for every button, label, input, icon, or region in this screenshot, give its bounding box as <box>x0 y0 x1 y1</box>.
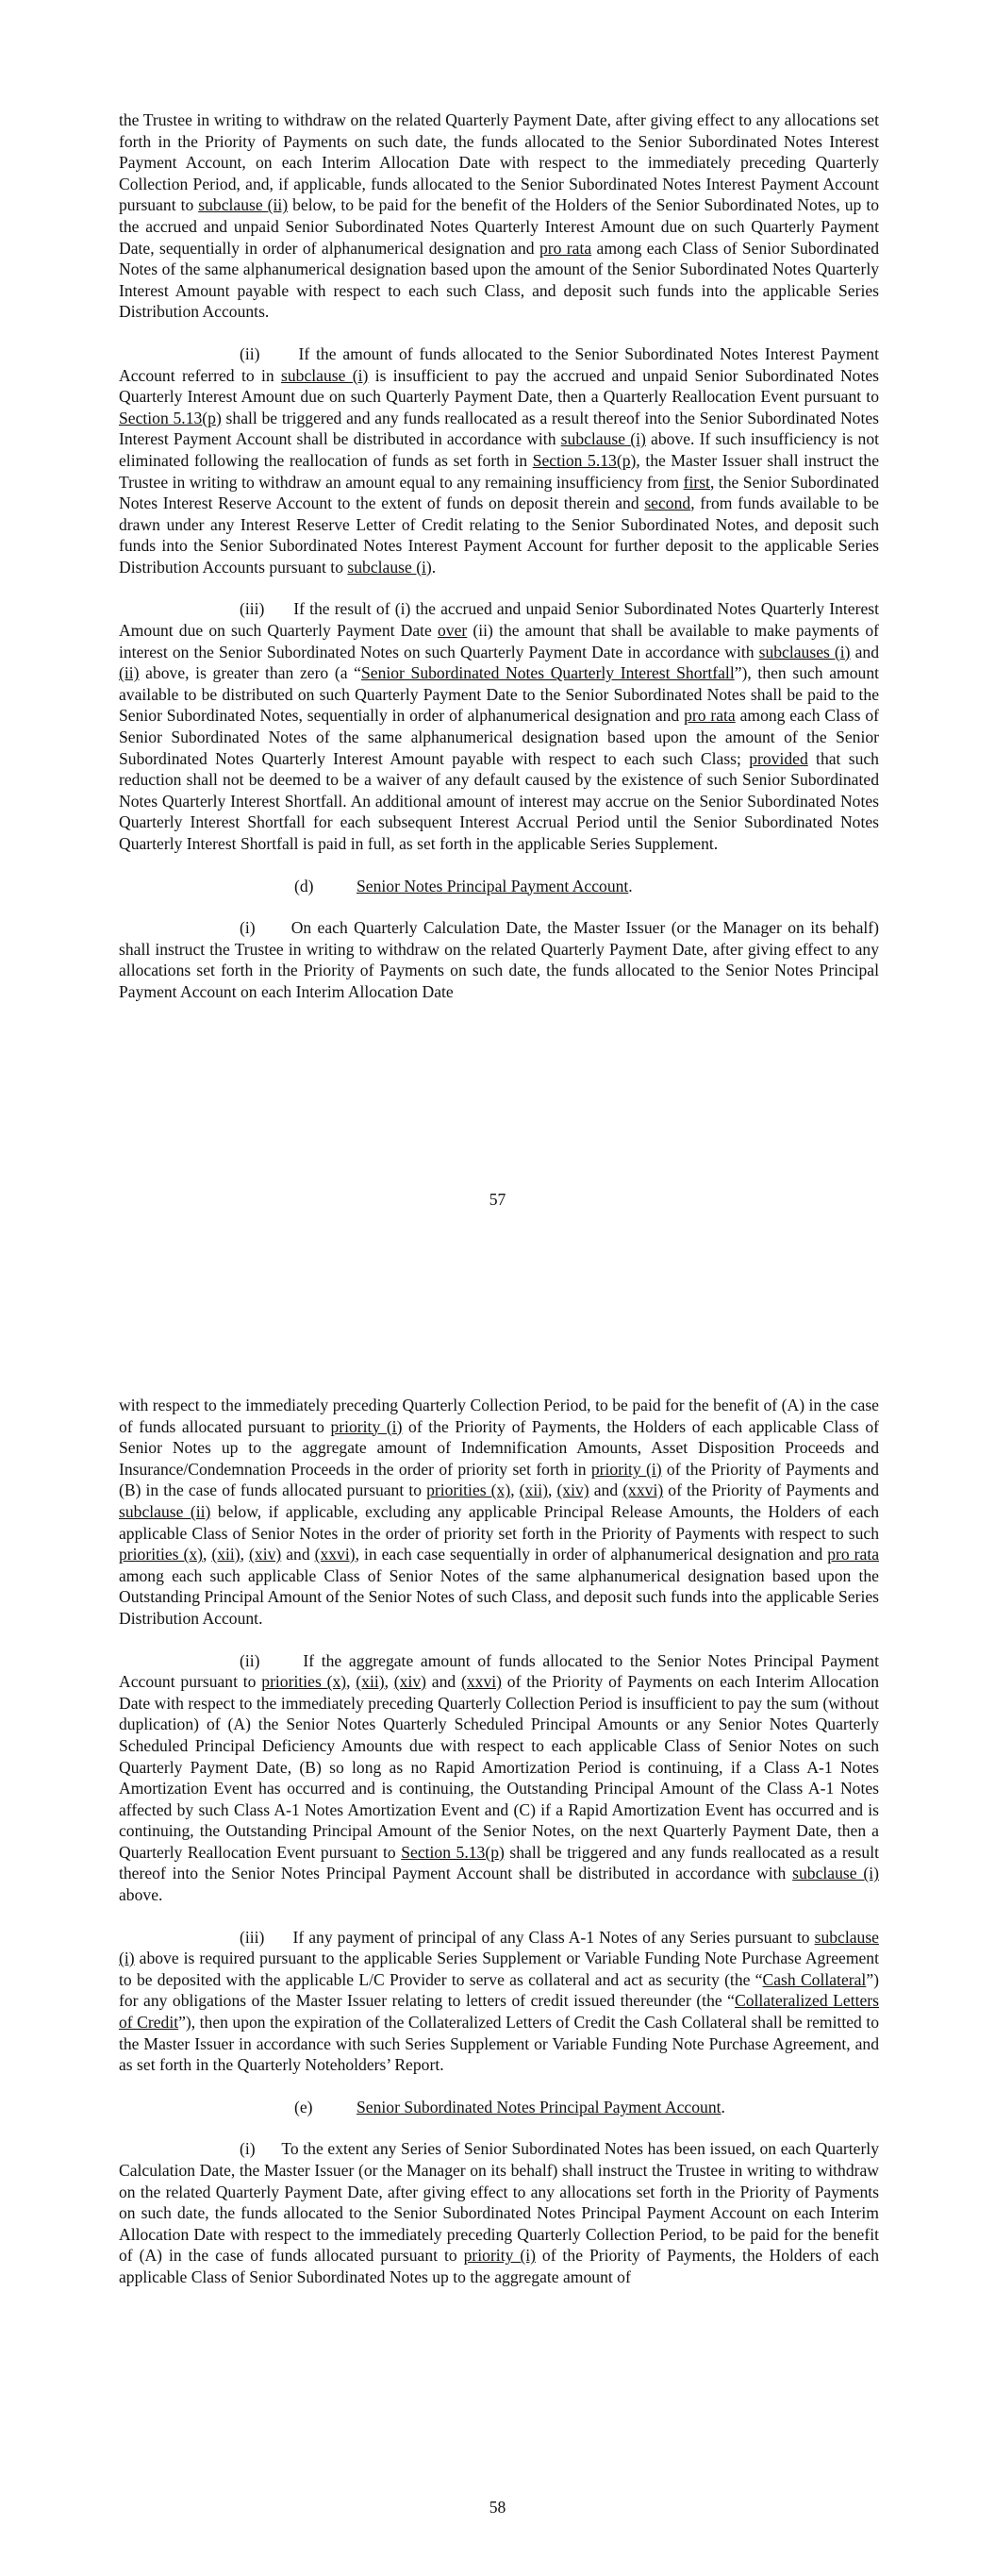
text-run: of the Priority of Payments and (B) in the case of funds allocated pursuant to <box>119 1459 879 1500</box>
underlined-reference: (xiv) <box>249 1545 282 1564</box>
text-run: (e) <box>294 2097 313 2116</box>
underlined-reference: priority (i) <box>330 1416 403 1436</box>
underlined-reference: Section 5.13(p) <box>532 450 637 470</box>
text-run: (i) On each Quarterly Calculation Date, the Master Issuer (or the Manager on its behalf) shall instruct the Trustee in writing to withdraw on the related Quarterly Payment Date, after giving effect to any allocations set forth in the Priority of Payments on such date, the funds allocated to the Senior Notes Principal Payment Account on each Interim Allocation Date <box>119 918 879 1001</box>
term-pro-rata: pro rata <box>539 238 592 258</box>
text-run: , the Master Issuer shall instruct the Trustee in writing to withdraw an amount equal to any remaining insufficiency from <box>119 450 880 492</box>
paragraph-intro <box>119 109 879 323</box>
paragraph-iii <box>119 1927 879 2076</box>
text-run: (i) To the extent any Series of Senior Subordinated Notes has been issued, on each Quarterly Calculation Date, the Master Issuer (or the Manager on its behalf) shall instruct the Trustee in writing to withdraw on the related Quarterly Payment Date, after giving effect to any allocations set forth in the Priority of Payments on such date, the funds allocated to the Senior Subordinated Notes Principal Payment Account on each Interim Allocation Date with respect to the immediately preceding Quarterly Collection Period, to be paid for the benefit of (A) in the case of funds allocated pursuant to <box>119 2139 879 2266</box>
section-heading-e <box>119 2097 879 2118</box>
underlined-reference: (xxvi) <box>314 1545 356 1564</box>
underlined-reference: second <box>644 493 691 513</box>
underlined-reference: priorities (x) <box>261 1672 347 1692</box>
paragraph-e-i <box>119 2138 879 2287</box>
text-run: ”), then such amount available to be distributed on such Quarterly Payment Date to the Senior Subordinated Notes shall be paid to the Senior Subordinated Notes, sequentially in order of alphanumerical designation and <box>119 663 880 726</box>
text-run: above, is greater than zero (a “ <box>139 663 361 683</box>
underlined-reference: subclause (ii) <box>119 1501 211 1521</box>
underlined-reference: (xii) <box>519 1480 548 1500</box>
underlined-reference: (xxvi) <box>461 1672 502 1692</box>
underlined-reference: subclause (i) <box>119 1927 879 1968</box>
text-run: and <box>850 642 879 661</box>
text-run: . <box>628 876 633 895</box>
text-run: ”), then upon the expiration of the Collateralized Letters of Credit the Cash Collateral shall be remitted to the Master Issuer in accordance with such Series Supplement or Variable Funding Note Purchase Agreement, and as set forth in the Quarterly Noteholders’ Report. <box>119 2013 879 2075</box>
underlined-reference: (xiv) <box>556 1480 589 1500</box>
text-run: the Trustee in writing to withdraw on the related Quarterly Payment Date, after giving effect to any allocations set forth in the Priority of Payments on such date, the funds allocated to the Senior Subordinated Notes Interest Payment Account, on each Interim Allocation Date with respect to the immediately preceding Quarterly Collection Period, and, if applicable, funds allocated to the Senior Subordinated Notes Interest Payment Account pursuant to <box>119 110 879 215</box>
underlined-reference: subclause (i) <box>560 429 646 449</box>
text-run: , <box>240 1545 250 1564</box>
text-run: above. <box>119 1885 163 1905</box>
underlined-reference: subclause (i) <box>281 365 369 385</box>
page-58 <box>0 1288 995 2576</box>
text-run: among each such applicable Class of Senior Notes of the same alphanumerical designation based upon the Outstanding Principal Amount of the Senior Notes of such Class, and deposit such funds into the applicable Series Distribution Account. <box>119 1565 879 1628</box>
text-run: (iii) If the result of (i) the accrued and unpaid Senior Subordinated Notes Quarterly Interest Amount due on such Quarterly Payment Date <box>119 599 879 641</box>
text-run: shall be triggered and any funds reallocated as a result thereof into the Senior Notes Principal Payment Account shall be distributed in accordance with <box>119 1842 880 1883</box>
text-run: shall be triggered and any funds reallocated as a result thereof into the Senior Subordinated Notes Interest Payment Account shall be distributed in accordance with <box>119 408 879 449</box>
text-run: , from funds available to be drawn under any Interest Reserve Letter of Credit relating to the Senior Subordinated Notes, and deposit such funds into the Senior Subordinated Notes Interest Payment Account for further deposit to the applicable Series Distribution Accounts pursuant to <box>119 493 879 577</box>
text-run: of the Priority of Payments and <box>663 1480 880 1500</box>
text-run: is insufficient to pay the accrued and unpaid Senior Subordinated Notes Quarterly Interest Amount due on such Quarterly Payment Date, then a Quarterly Reallocation Event pursuant to <box>119 365 879 407</box>
underlined-reference: over <box>438 621 468 641</box>
paragraph-ii <box>119 343 879 578</box>
underlined-reference: Senior Subordinated Notes Principal Payment Account <box>357 2097 721 2116</box>
underlined-reference: priorities (x) <box>119 1545 203 1564</box>
underlined-reference: priority (i) <box>590 1459 662 1479</box>
underlined-reference: priorities (x) <box>426 1480 511 1500</box>
underlined-reference: Senior Notes Principal Payment Account <box>357 876 629 895</box>
page-57-body <box>119 109 879 1024</box>
text-run: , the Senior Subordinated Notes Interest Reserve Account to the extent of funds on deposit therein and <box>119 472 880 513</box>
underlined-reference: (xii) <box>356 1672 385 1692</box>
underlined-reference: Cash Collateral <box>762 1969 867 1989</box>
paragraph-iii <box>119 598 879 854</box>
text-run: (ii) If the aggregate amount of funds allocated to the Senior Notes Principal Payment Account pursuant to <box>119 1650 879 1692</box>
text-run: (ii) If the amount of funds allocated to the Senior Subordinated Notes Interest Payment Account referred to in <box>119 343 879 385</box>
text-run: among each Class of Senior Subordinated Notes of the same alphanumerical designation based upon the amount of the Senior Subordinated Notes Quarterly Interest Amount payable with respect to each such Class, and deposit such funds into the applicable Series Distribution Accounts. <box>119 238 879 322</box>
underlined-reference: pro rata <box>684 706 736 726</box>
reference-link: subclause (ii) <box>198 195 289 215</box>
underlined-reference: subclauses (i) <box>758 642 851 661</box>
underlined-reference: Senior Subordinated Notes Quarterly Interest Shortfall <box>360 663 735 683</box>
text-run: below, if applicable, excluding any applicable Principal Release Amounts, the Holders of each applicable Class of Senior Notes in the order of priority set forth in the Priority of Payments with respect to such <box>119 1501 879 1543</box>
underlined-reference: subclause (i) <box>792 1864 879 1883</box>
text-run: with respect to the immediately preceding Quarterly Collection Period, to be paid for the benefit of (A) in the case of funds allocated pursuant to <box>119 1396 879 1436</box>
text-run: below, to be paid for the benefit of the Holders of the Senior Subordinated Notes, up to the accrued and unpaid Senior Subordinated Notes Quarterly Interest Amount due on such Quarterly Payment Date, sequentially in order of alphanumerical designation and <box>119 195 880 258</box>
paragraph-d-i <box>119 917 879 1002</box>
underlined-reference: pro rata <box>827 1545 880 1564</box>
section-heading-d <box>119 876 879 897</box>
text-run: (d) <box>294 876 314 895</box>
text-run: , <box>547 1480 557 1500</box>
text-run: that such reduction shall not be deemed to be a waiver of any default caused by the existence of such Senior Subordinated Notes Quarterly Interest Shortfall. An additional amount of interest may accrue on the Senior Subordinated Notes Quarterly Interest Shortfall for each subsequent Interest Accrual Period until the Senior Subordinated Notes Quarterly Interest Shortfall is paid in full, as set forth in the applicable Series Supplement. <box>119 748 879 853</box>
text-run: of the Priority of Payments, the Holders of each applicable Class of Senior Subordinated Notes up to the aggregate amount of <box>119 2246 880 2286</box>
paragraph-ii <box>119 1650 879 1906</box>
text-run: . <box>431 557 437 577</box>
text-run: , <box>510 1480 520 1500</box>
underlined-reference: first <box>683 472 710 492</box>
text-run: ”) for any obligations of the Master Issuer relating to letters of credit issued thereunder (the “ <box>119 1969 879 2011</box>
text-run: (ii) the amount that shall be available to make payments of interest on the Senior Subordinated Notes on such Quarterly Payment Date in accordance with <box>119 621 879 661</box>
text-run: of the Priority of Payments, the Holders of each applicable Class of Senior Notes up to the aggregate amount of Indemnification Amounts, Asset Disposition Proceeds and Insurance/Condemnation Proceeds in the order of priority set forth in <box>119 1416 880 1479</box>
text-run: , <box>346 1672 357 1692</box>
page-58-body <box>119 1395 879 2309</box>
text-run: , <box>384 1672 394 1692</box>
text-run: . <box>721 2097 725 2116</box>
text-run: of the Priority of Payments on each Interim Allocation Date with respect to the immediately preceding Quarterly Collection Period is insufficient to pay the sum (without duplication) of (A) the Senior Notes Quarterly Scheduled Principal Amounts or any Senior Notes Quarterly Scheduled Principal Deficiency Amounts due with respect to each applicable Class of Senior Notes on such Quarterly Payment Date, (B) so long as no Rapid Amortization Period is continuing, if a Class A-1 Notes Amortization Event has occurred and is continuing, the Outstanding Principal Amount of the Class A-1 Notes affected by such Class A-1 Notes Amortization Event and (C) if a Rapid Amortization Event has occurred and is continuing, the Outstanding Principal Amount of the Senior Notes, on the next Quarterly Payment Date, then a Quarterly Reallocation Event pursuant to <box>119 1672 880 1862</box>
underlined-reference: provided <box>749 748 808 768</box>
underlined-reference: priority (i) <box>463 2246 536 2266</box>
text-run: and <box>589 1480 623 1500</box>
underlined-reference: (xxvi) <box>622 1480 664 1500</box>
text-run: above is required pursuant to the applicable Series Supplement or Variable Funding Note Purchase Agreement to be deposited with the applicable L/C Provider to serve as collateral and act as security (the “ <box>119 1949 879 1989</box>
text-run: , <box>203 1545 212 1564</box>
text-run: , in each case sequentially in order of alphanumerical designation and <box>355 1545 828 1564</box>
underlined-reference: Collateralized Letters of Credit <box>119 1991 879 2032</box>
underlined-reference: (xii) <box>211 1545 240 1564</box>
text-run: above. If such insufficiency is not eliminated following the reallocation of funds as set forth in <box>119 429 880 470</box>
text-run: (iii) If any payment of principal of any Class A-1 Notes of any Series pursuant to <box>240 1927 815 1947</box>
underlined-reference: subclause (i) <box>347 557 432 577</box>
underlined-reference: (xiv) <box>393 1672 426 1692</box>
page-number: 58 <box>489 2498 506 2517</box>
paragraph-continuation <box>119 1395 879 1630</box>
underlined-reference: Section 5.13(p) <box>401 1842 505 1862</box>
text-run: and <box>281 1545 315 1564</box>
text-run: among each Class of Senior Subordinated Notes of the same alphanumerical designation based upon the amount of the Senior Subordinated Notes Quarterly Interest Amount payable with respect to each such Class; <box>119 706 879 768</box>
text-run: and <box>426 1672 461 1692</box>
underlined-reference: (ii) <box>119 663 140 683</box>
page-number: 57 <box>489 1190 506 1209</box>
underlined-reference: Section 5.13(p) <box>119 408 222 427</box>
